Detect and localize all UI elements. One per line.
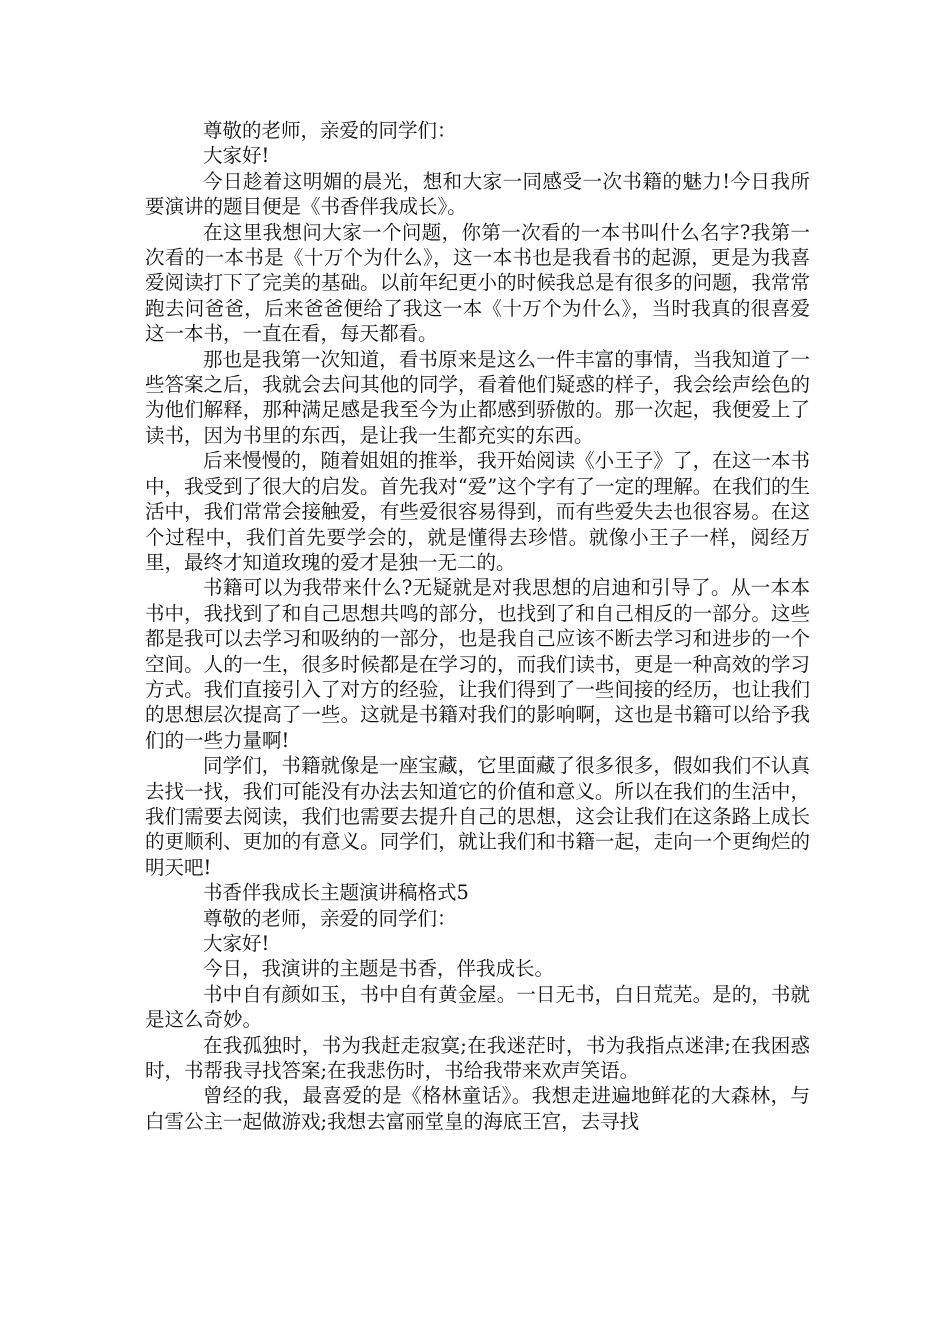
- greeting-line: 尊敬的老师，亲爱的同学们：: [203, 119, 457, 142]
- body-paragraph: 在这里我想问大家一个问题，你第一次看的一本书叫什么名字?我第一次看的一本书是《十万个为什么》，这一本书也是我看书的起源，更是为我喜爱阅读打下了完美的基础。以前年纪更小的时候我总是有很多的问题，我常常跑去问爸爸，后来爸爸便给了我这一本《十万个为什么》，当时我真的很喜爱这一本书，一直在看，每天都看。: [145, 220, 810, 346]
- body-paragraph: 那也是我第一次知道，看书原来是这么一件丰富的事情，当我知道了一些答案之后，我就会去问其他的同学，看着他们疑惑的样子，我会绘声绘色的为他们解释，那种满足感是我至今为止都感到骄傲的。那一次起，我便爱上了读书，因为书里的东西，是让我一生都充实的东西。: [145, 347, 810, 447]
- body-paragraph: 书中自有颜如玉，书中自有黄金屋。一日无书，白日荒芜。是的，书就是这么奇妙。: [145, 982, 810, 1032]
- body-paragraph: 今日趁着这明媚的晨光，想和大家一同感受一次书籍的魅力!今日我所要演讲的题目便是《书香伴我成长》。: [145, 169, 810, 219]
- body-paragraph: 后来慢慢的，随着姐姐的推举，我开始阅读《小王子》了，在这一本书中，我受到了很大的启发。首先我对“爱”这个字有了一定的理解。在我们的生活中，我们常常会接触爱，有些爱很容易得到，而有些爱失去也很容易。在这个过程中，我们首先要学会的，就是懂得去珍惜。就像小王子一样，阅经万里，最终才知道玫瑰的爱才是独一无二的。: [145, 449, 810, 574]
- section-heading: 书香伴我成长主题演讲稿格式5: [203, 881, 469, 905]
- body-paragraph: 曾经的我，最喜爱的是《格林童话》。我想走进遍地鲜花的大森林，与白雪公主一起做游戏;我想去富丽堂皇的海底王宫，去寻找: [145, 1084, 810, 1133]
- document-body: [145, 118, 810, 1134]
- body-paragraph: 今日，我演讲的主题是书香，伴我成长。: [203, 957, 555, 981]
- hello-line: 大家好!: [203, 144, 270, 168]
- greeting-line: 尊敬的老师，亲爱的同学们：: [203, 906, 457, 930]
- body-paragraph: 书籍可以为我带来什么?无疑就是对我思想的启迪和引导了。从一本本书中，我找到了和自己思想共鸣的部分，也找到了和自己相反的一部分。这些都是我可以去学习和吸纳的一部分，也是我自己应该不断去学习和进步的一个空间。人的一生，很多时候都是在学习的，而我们读书，更是一种高效的学习方式。我们直接引入了对方的经验，让我们得到了一些间接的经历，也让我们的思想层次提高了一些。这就是书籍对我们的影响啊，这也是书籍可以给予我们的一些力量啊!: [145, 576, 810, 752]
- body-paragraph: 在我孤独时，书为我赶走寂寞;在我迷茫时，书为我指点迷津;在我困惑时，书帮我寻找答案;在我悲伤时，书给我带来欢声笑语。: [145, 1033, 810, 1083]
- hello-line: 大家好!: [203, 932, 270, 955]
- body-paragraph: 同学们，书籍就像是一座宝藏，它里面藏了很多很多，假如我们不认真去找一找，我们可能没有办法去知道它的价值和意义。所以在我们的生活中，我们需要去阅读，我们也需要去提升自己的思想，这会让我们在这条路上成长的更顺利、更加的有意义。同学们，就让我们和书籍一起，走向一个更绚烂的明天吧!: [145, 754, 810, 879]
